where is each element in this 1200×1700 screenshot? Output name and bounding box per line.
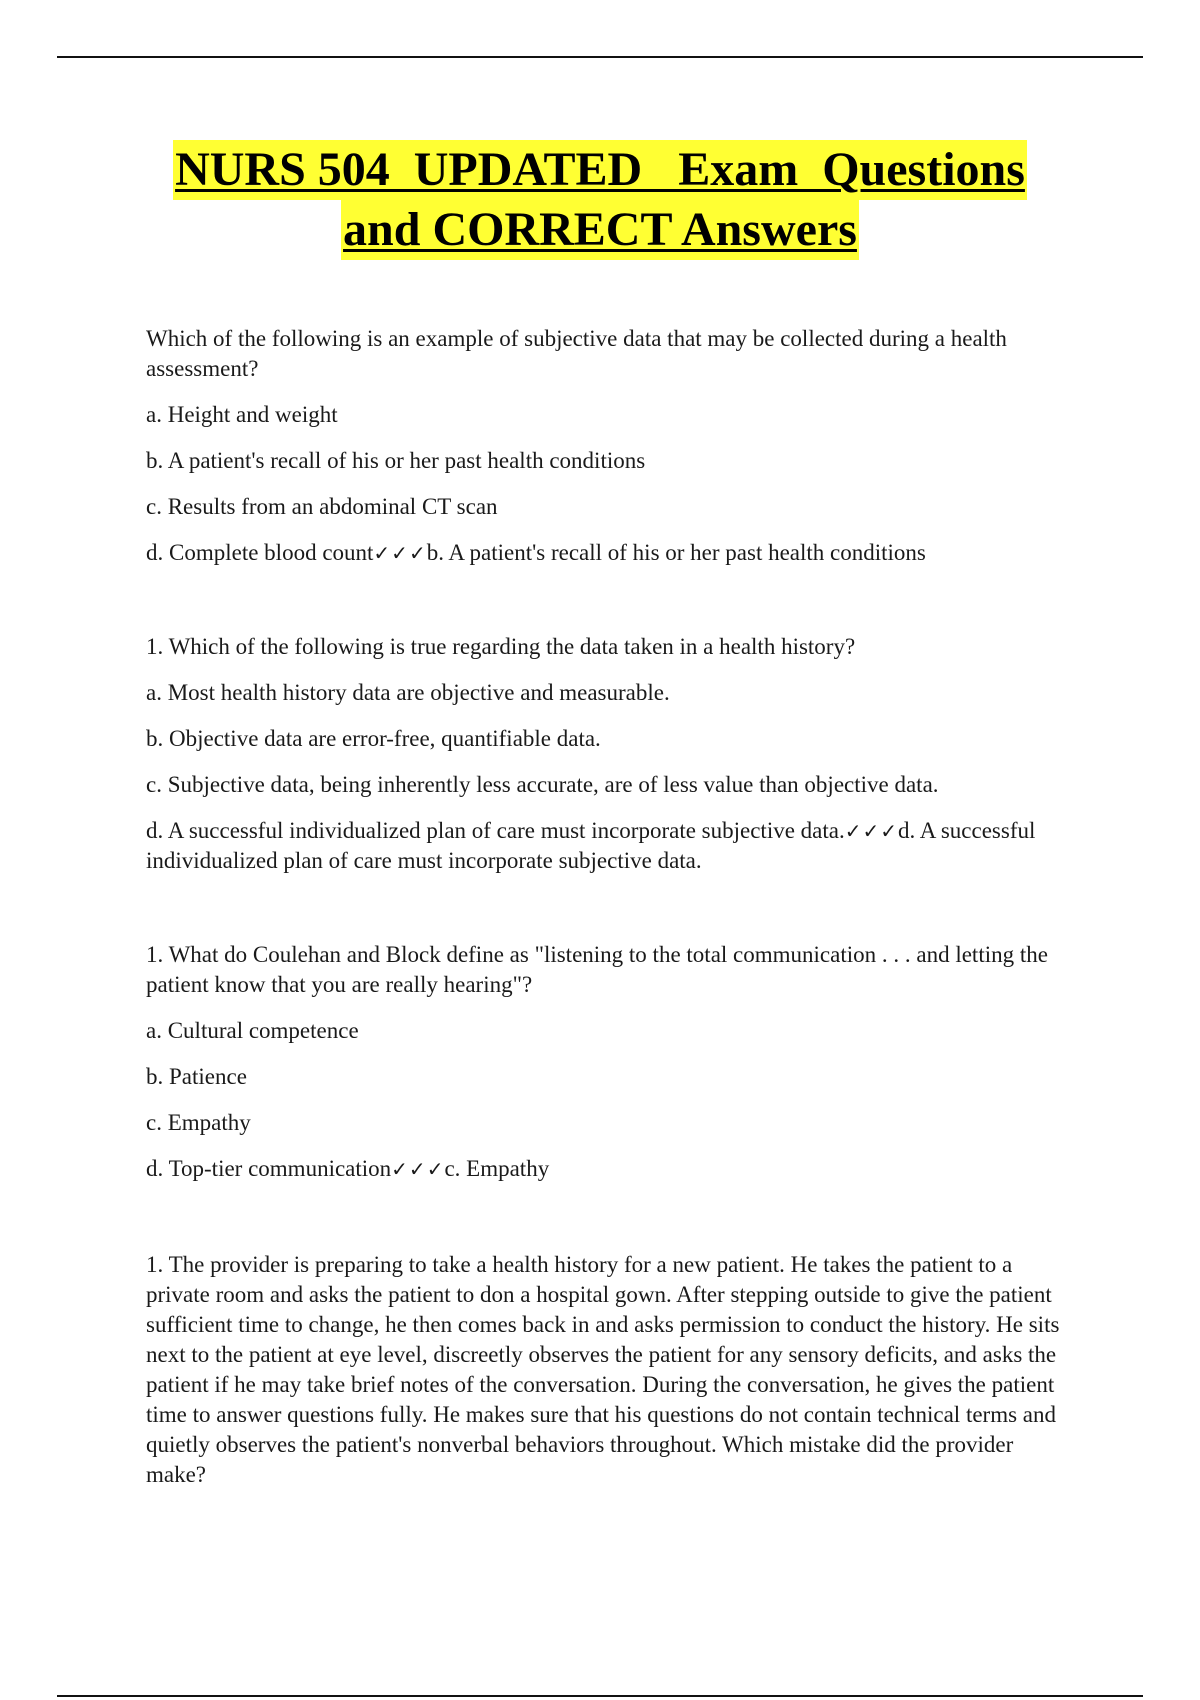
answer-option-a: a. Most health history data are objective and measurable. xyxy=(146,680,670,705)
answer-option-c: c. Empathy xyxy=(146,1110,251,1135)
answer-option-d-with-answer xyxy=(146,1154,1066,1184)
answer-option-c: c. Results from an abdominal CT scan xyxy=(146,494,498,519)
question-block xyxy=(146,940,1066,1184)
answer-option-b: b. Patience xyxy=(146,1064,247,1089)
document-body xyxy=(146,324,1066,1552)
title-line-1: NURS 504 UPDATED Exam Questions xyxy=(173,140,1027,200)
question-text: 1. Which of the following is true regarding the data taken in a health history? xyxy=(146,634,856,659)
title-line-2: and CORRECT Answers xyxy=(341,200,859,260)
question-text: 1. What do Coulehan and Block define as "listening to the total communication . . . and letting the patient know that you are really hearing"? xyxy=(146,942,1048,997)
answer-option-c: c. Subjective data, being inherently less accurate, are of less value than objective data. xyxy=(146,772,939,797)
correct-answer: c. Empathy xyxy=(444,1156,550,1181)
bottom-rule xyxy=(57,1695,1143,1697)
answer-option-a: a. Height and weight xyxy=(146,402,338,427)
question-block xyxy=(146,1250,1066,1490)
correct-answer: d. A successful individualized plan of care must incorporate subjective data. xyxy=(146,818,1036,873)
question-text: Which of the following is an example of subjective data that may be collected during a health assessment? xyxy=(146,326,1007,381)
answer-option-b: b. Objective data are error-free, quantifiable data. xyxy=(146,726,601,751)
question-text: 1. The provider is preparing to take a health history for a new patient. He takes the patient to a private room and asks the patient to don a hospital gown. After stepping outside to give the patient sufficient time to change, he then comes back in and asks permission to conduct the history. He sits next to the patient at eye level, discreetly observes the patient for any sensory deficits, and asks the patient if he may take brief notes of the conversation. During the conversation, he gives the patient time to answer questions fully. He makes sure that his questions do not contain technical terms and quietly observes the patient's nonverbal behaviors throughout. Which mistake did the provider make? xyxy=(146,1252,1060,1487)
answer-option-d-with-answer xyxy=(146,816,1066,876)
check-marks: ✓✓✓ xyxy=(391,1157,445,1181)
answer-option-d-with-answer xyxy=(146,538,1066,568)
answer-option-a: a. Cultural competence xyxy=(146,1018,359,1043)
document-title xyxy=(0,140,1200,260)
check-marks: ✓✓✓ xyxy=(844,819,899,843)
answer-option-d: d. A successful individualized plan of care must incorporate subjective data. xyxy=(146,818,845,843)
check-marks: ✓✓✓ xyxy=(373,541,427,565)
answer-option-d: d. Complete blood count xyxy=(146,540,374,565)
top-rule xyxy=(57,56,1143,58)
question-block xyxy=(146,324,1066,568)
correct-answer: b. A patient's recall of his or her past health conditions xyxy=(426,540,926,565)
answer-option-d: d. Top-tier communication xyxy=(146,1156,392,1181)
answer-option-b: b. A patient's recall of his or her past health conditions xyxy=(146,448,646,473)
question-block xyxy=(146,632,1066,876)
